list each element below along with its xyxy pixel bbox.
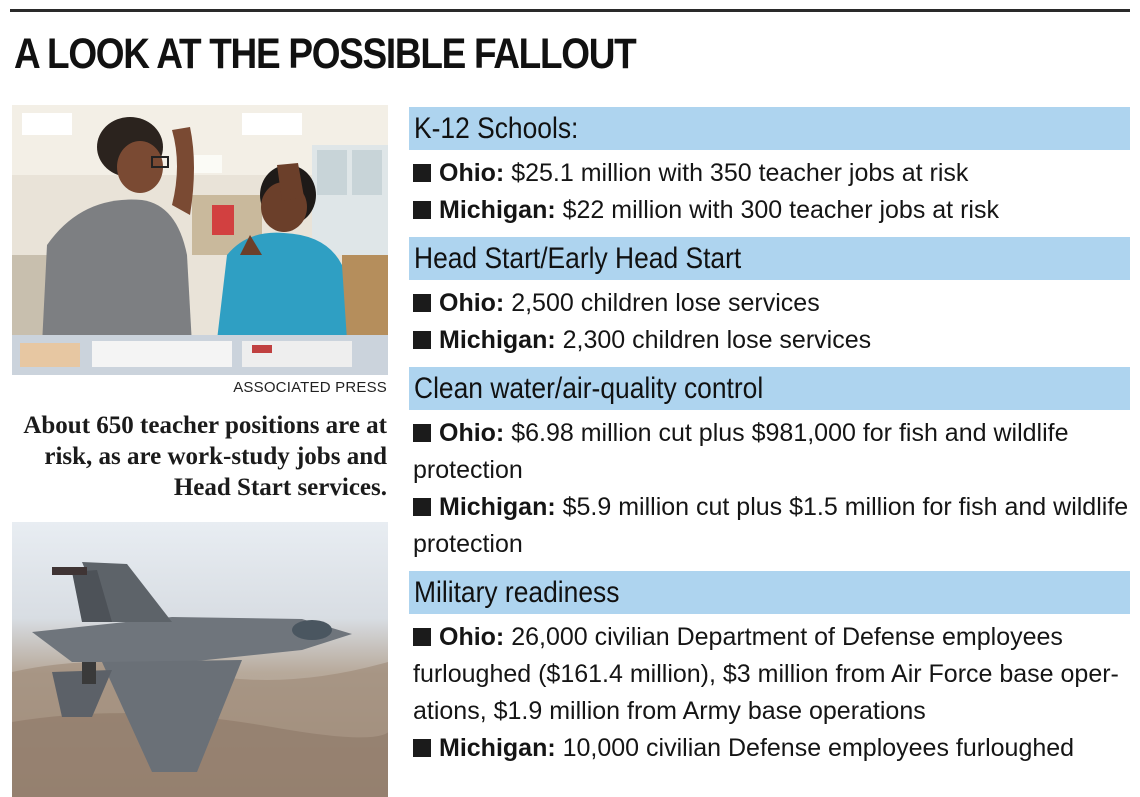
item-text: $5.9 million cut plus $1.5 million for fish and wildlife protection (413, 493, 1129, 558)
state-label: Ohio: (439, 289, 505, 317)
item-text: $6.98 million cut plus $981,000 for fish and wildlife protection (413, 419, 1069, 484)
section-header (409, 107, 1130, 150)
section-title: K-12 Schools: (414, 112, 579, 145)
fallout-sections (409, 107, 1130, 775)
section-title: Head Start/Early Head Start (414, 242, 742, 275)
list-item (409, 322, 1130, 359)
section-military (409, 571, 1130, 769)
section-title: Military readiness (414, 576, 620, 609)
list-item (409, 730, 1130, 767)
item-text: $22 million with 300 teacher jobs at risk (555, 196, 999, 224)
list-item (409, 489, 1130, 563)
section-title: Clean water/air-quality control (414, 372, 764, 405)
state-label: Michigan: (439, 734, 556, 762)
list-item (409, 619, 1130, 730)
section-header (409, 571, 1130, 614)
state-label: Ohio: (439, 419, 505, 447)
headline: A LOOK AT THE POSSIBLE FALLOUT (14, 30, 636, 78)
bullet-square-icon (413, 628, 431, 646)
section-header (409, 367, 1130, 410)
state-label: Michigan: (439, 196, 556, 224)
photo-credit: ASSOCIATED PRESS (233, 379, 387, 396)
classroom-photo (12, 105, 388, 375)
item-text: $25.1 million with 350 teacher jobs at risk (504, 159, 969, 187)
state-label: Michigan: (439, 326, 556, 354)
state-label: Ohio: (439, 159, 505, 187)
item-text: 2,300 children lose services (555, 326, 872, 354)
item-text: 26,000 civilian Department of Defense employees furloughed ($161.4 million), $3 million from Air Force base oper-ations, $1.9 million from Army base operations (413, 623, 1119, 725)
state-label: Michigan: (439, 493, 556, 521)
list-item (409, 192, 1130, 229)
item-text: 10,000 civilian Defense employees furloughed (555, 734, 1075, 762)
bullet-square-icon (413, 331, 431, 349)
bullet-square-icon (413, 739, 431, 757)
bullet-square-icon (413, 164, 431, 182)
list-item (409, 155, 1130, 192)
item-text: 2,500 children lose services (504, 289, 820, 317)
top-rule (10, 9, 1130, 12)
state-label: Ohio: (439, 623, 505, 651)
section-head-start (409, 237, 1130, 361)
bullet-square-icon (413, 424, 431, 442)
section-clean-water (409, 367, 1130, 565)
list-item (409, 285, 1130, 322)
bullet-square-icon (413, 498, 431, 516)
bullet-square-icon (413, 201, 431, 219)
list-item (409, 415, 1130, 489)
photo-caption: About 650 teacher positions are at risk, as are work-study jobs and Head Start services. (23, 412, 387, 501)
section-header (409, 237, 1130, 280)
section-k12 (409, 107, 1130, 231)
jet-photo (12, 522, 388, 797)
bullet-square-icon (413, 294, 431, 312)
